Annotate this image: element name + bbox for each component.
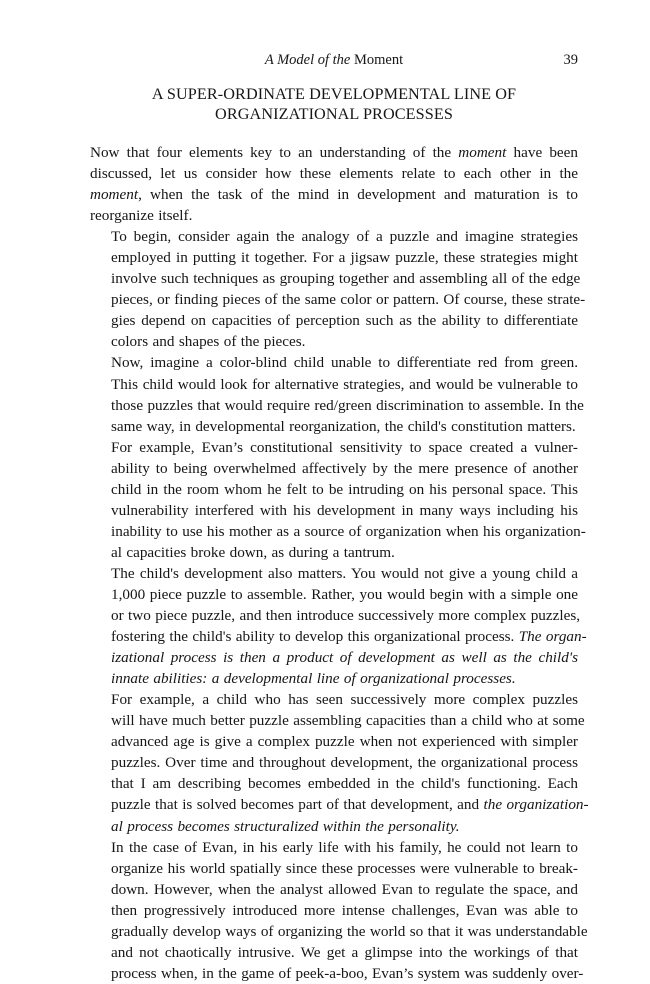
text-run: colors and shapes of the pieces.	[111, 333, 306, 351]
text-run: discussed, let us consider how these elements relate to each other in the	[90, 165, 578, 183]
paragraph	[90, 563, 587, 689]
text-run: In the case of Evan, in his early life with his family, he could not learn to	[111, 838, 578, 856]
text-run: advanced age is give a complex puzzle when not experienced with simpler	[111, 733, 578, 751]
text-line	[90, 563, 578, 584]
text-line	[90, 668, 578, 689]
running-title-roman: Moment	[354, 52, 404, 68]
text-line	[90, 416, 578, 437]
text-line	[90, 500, 578, 521]
text-line	[90, 247, 578, 268]
text-line	[90, 858, 578, 879]
text-line	[90, 773, 578, 794]
text-run: puzzles. Over time and throughout development, the organizational process	[111, 754, 578, 772]
text-run: employed in putting it together. For a jigsaw puzzle, these strategies might	[111, 249, 578, 267]
text-run: down. However, when the analyst allowed Evan to regulate the space, and	[111, 880, 578, 898]
text-line	[90, 268, 581, 289]
text-run: pieces, or finding pieces of the same color or pattern. Of course, these strate-	[111, 291, 586, 309]
text-line	[90, 794, 589, 815]
text-line	[90, 816, 578, 837]
text-run: then progressively introduced more intense challenges, Evan was able to	[111, 901, 578, 919]
text-run: that I am describing becomes embedded in the child's functioning. Each	[111, 775, 578, 793]
text-run: For example, a child who has seen successively more complex puzzles	[111, 691, 578, 709]
text-run: puzzle that is solved becomes part of that development, and	[111, 796, 484, 814]
text-run: inability to use his mother as a source of organization when his organization-	[111, 522, 586, 540]
section-heading-line-2: ORGANIZATIONAL PROCESSES	[215, 105, 453, 123]
text-run: those puzzles that would require red/green discrimination to assemble. In the	[111, 396, 584, 414]
text-run: , when the task of the mind in development and maturation is to	[138, 186, 578, 204]
text-run: ability to being overwhelmed affectively by the mere presence of another	[111, 459, 578, 477]
italic-text: The organ-	[518, 628, 587, 646]
text-line	[90, 395, 584, 416]
text-run: al capacities broke down, as during a tantrum.	[111, 543, 395, 561]
section-heading-line-1: A SUPER-ORDINATE DEVELOPMENTAL LINE OF	[151, 85, 517, 103]
text-line	[90, 752, 578, 773]
text-line	[90, 331, 578, 352]
text-line	[90, 837, 578, 858]
text-line	[90, 542, 578, 563]
text-run: For example, Evan’s constitutional sensitivity to space created a vulner-	[111, 438, 578, 456]
text-run: involve such techniques as grouping together and assembling all of the edge	[111, 270, 581, 288]
text-line	[90, 289, 586, 310]
text-run: same way, in developmental reorganization, the child's constitution matters.	[111, 417, 576, 435]
text-line	[90, 437, 578, 458]
text-line	[90, 710, 585, 731]
paragraph	[90, 437, 586, 563]
text-run: vulnerability interfered with his development in many ways including his	[111, 501, 578, 519]
text-line	[90, 626, 587, 647]
italic-text: the organization-	[483, 796, 589, 814]
text-line	[90, 900, 578, 921]
text-run: reorganize itself.	[90, 207, 193, 225]
italic-text: moment	[90, 186, 139, 204]
text-run: To begin, consider again the analogy of a puzzle and imagine strategies	[111, 228, 578, 246]
text-run: This child would look for alternative strategies, and would be vulnerable to	[111, 375, 578, 393]
text-run: have been	[506, 144, 578, 161]
text-line	[90, 521, 586, 542]
text-line	[90, 963, 584, 984]
page-number: 39	[563, 52, 578, 68]
text-line	[90, 310, 578, 331]
text-run: Now that four elements key to an understanding of the	[90, 144, 459, 161]
text-run: or two piece puzzle, and then introduce successively more complex puzzles,	[111, 607, 581, 625]
body-text	[90, 142, 589, 984]
paragraph	[90, 142, 578, 226]
text-run: organize his world spatially since these processes were vulnerable to break-	[111, 859, 578, 877]
text-line	[90, 226, 578, 247]
text-line	[90, 142, 578, 163]
text-line	[90, 352, 578, 373]
paragraph	[90, 352, 584, 436]
text-line	[90, 163, 578, 184]
text-run: The child's development also matters. You would not give a young child a	[111, 564, 578, 582]
text-line	[90, 689, 578, 710]
paragraph	[90, 226, 586, 352]
text-line	[90, 184, 578, 205]
section-heading	[90, 84, 578, 124]
paragraph	[90, 837, 588, 984]
italic-text: moment	[458, 144, 507, 161]
text-run: gradually develop ways of organizing the world so that it was understandable	[111, 922, 588, 940]
text-line	[90, 374, 578, 395]
running-title-italic: A Model of the	[264, 52, 351, 68]
text-line	[90, 584, 578, 605]
text-run: will have much better puzzle assembling capacities than a child who at some	[111, 712, 585, 730]
text-line	[90, 605, 581, 626]
text-run: child in the room whom he felt to be intruding on his personal space. This	[111, 480, 578, 498]
paragraph	[90, 689, 589, 836]
text-run: 1,000 piece puzzle to assemble. Rather, you would begin with a simple one	[111, 585, 578, 603]
italic-text: innate abilities: a developmental line of organizational processes.	[111, 670, 516, 688]
running-title	[90, 52, 578, 69]
text-run: process when, in the game of peek-a-boo, Evan’s system was suddenly over-	[111, 964, 584, 982]
text-run: fostering the child's ability to develop this organizational process.	[111, 628, 519, 646]
text-line	[90, 647, 578, 668]
text-line	[90, 921, 588, 942]
text-line	[90, 879, 578, 900]
italic-text: al process becomes structuralized within the personality.	[111, 817, 460, 835]
text-run: gies depend on capacities of perception such as the ability to differentiate	[111, 312, 578, 330]
running-head	[90, 52, 578, 72]
text-line	[90, 205, 578, 226]
text-run: and not chaotically intrusive. We get a glimpse into the workings of that	[111, 943, 578, 961]
text-line	[90, 942, 578, 963]
italic-text: izational process is then a product of development as well as the child's	[111, 649, 578, 667]
text-line	[90, 458, 578, 479]
text-line	[90, 731, 578, 752]
text-run: Now, imagine a color-blind child unable to differentiate red from green.	[111, 354, 578, 372]
text-line	[90, 479, 578, 500]
